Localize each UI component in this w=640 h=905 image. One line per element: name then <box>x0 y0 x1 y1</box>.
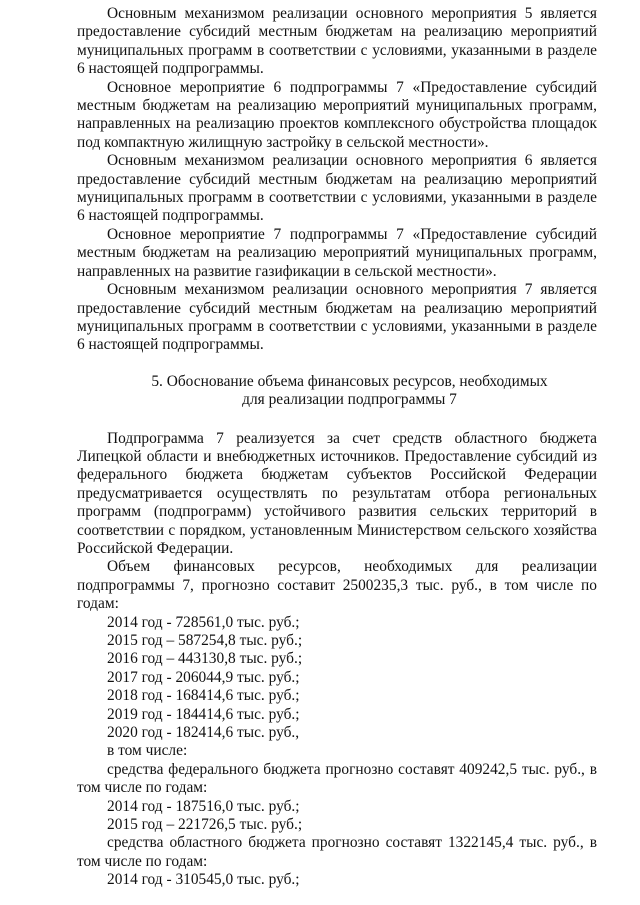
section-heading-line-1: 5. Обоснование объема финансовых ресурсов, необходимых <box>151 372 548 390</box>
year-item-2015-federal: 2015 год – 221726,5 тыс. руб.; <box>107 816 303 834</box>
paragraph-funding-sources: Подпрограмма 7 реализуется за счет средств областного бюджета Липецкой области и внебюджетных источников. Предоставление субсидий из федерального бюджета бюджетам субъектов Российской Федерации предусматривается осуществлять по результатам отбора региональных программ (подпрограмм) устойчивого развития сельских территорий в соответствии с порядком, установленным Министерством сельского хозяйства Российской Федерации. <box>77 429 597 557</box>
year-item-2020-total: 2020 год - 182414,6 тыс. руб., <box>107 724 300 742</box>
year-item-2014-federal: 2014 год - 187516,0 тыс. руб.; <box>107 797 300 815</box>
paragraph-activity-6: Основное мероприятие 6 подпрограммы 7 «Предоставление субсидий местным бюджетам на реализацию мероприятий муниципальных программ, направленных на реализацию проектов комплексного обустройства площадок под компактную жилищную застройку в сельской местности». <box>77 78 597 151</box>
year-item-2017-total: 2017 год - 206044,9 тыс. руб.; <box>107 668 300 686</box>
year-item-2019-total: 2019 год - 184414,6 тыс. руб.; <box>107 705 300 723</box>
paragraph-mechanism-6: Основным механизмом реализации основного мероприятия 6 является предоставление субсидий местным бюджетам на реализацию мероприятий муниципальных программ в соответствии с условиями, указанными в разделе 6 настоящей подпрограммы. <box>77 152 597 225</box>
year-item-2016-total: 2016 год – 443130,8 тыс. руб.; <box>107 650 303 668</box>
paragraph-regional-budget: средства областного бюджета прогнозно составят 1322145,4 тыс. руб., в том числе по годам: <box>77 834 597 870</box>
paragraph-federal-budget: средства федерального бюджета прогнозно составят 409242,5 тыс. руб., в том числе по годам: <box>77 760 597 797</box>
paragraph-activity-7: Основное мероприятие 7 подпрограммы 7 «Предоставление субсидий местным бюджетам на реализацию мероприятий муниципальных программ, направленных на развитие газификации в сельской местности». <box>77 225 597 280</box>
year-item-2015-total: 2015 год – 587254,8 тыс. руб.; <box>107 632 303 649</box>
paragraph-mechanism-7: Основным механизмом реализации основного мероприятия 7 является предоставление субсидий местным бюджетам на реализацию мероприятий муниципальных программ в соответствии с условиями, указанными в разделе 6 настоящей подпрограммы. <box>77 281 597 354</box>
year-item-2018-total: 2018 год - 168414,6 тыс. руб.; <box>107 687 300 705</box>
year-item-2014-regional: 2014 год - 310545,0 тыс. руб.; <box>107 871 300 889</box>
section-heading <box>77 373 597 410</box>
paragraph-mechanism-5: Основным механизмом реализации основного мероприятия 5 является предоставление субсидий местным бюджетам на реализацию мероприятий муниципальных программ в соответствии с условиями, указанными в разделе 6 настоящей подпрограммы. <box>77 5 597 78</box>
section-heading-line-2: для реализации подпрограммы 7 <box>242 391 457 409</box>
including-label: в том числе: <box>107 742 188 760</box>
year-item-2014-total: 2014 год - 728561,0 тыс. руб.; <box>107 613 300 631</box>
paragraph-funding-volume: Объем финансовых ресурсов, необходимых для реализации подпрограммы 7, прогнозно составит 2500235,3 тыс. руб., в том числе по годам: <box>77 558 597 613</box>
